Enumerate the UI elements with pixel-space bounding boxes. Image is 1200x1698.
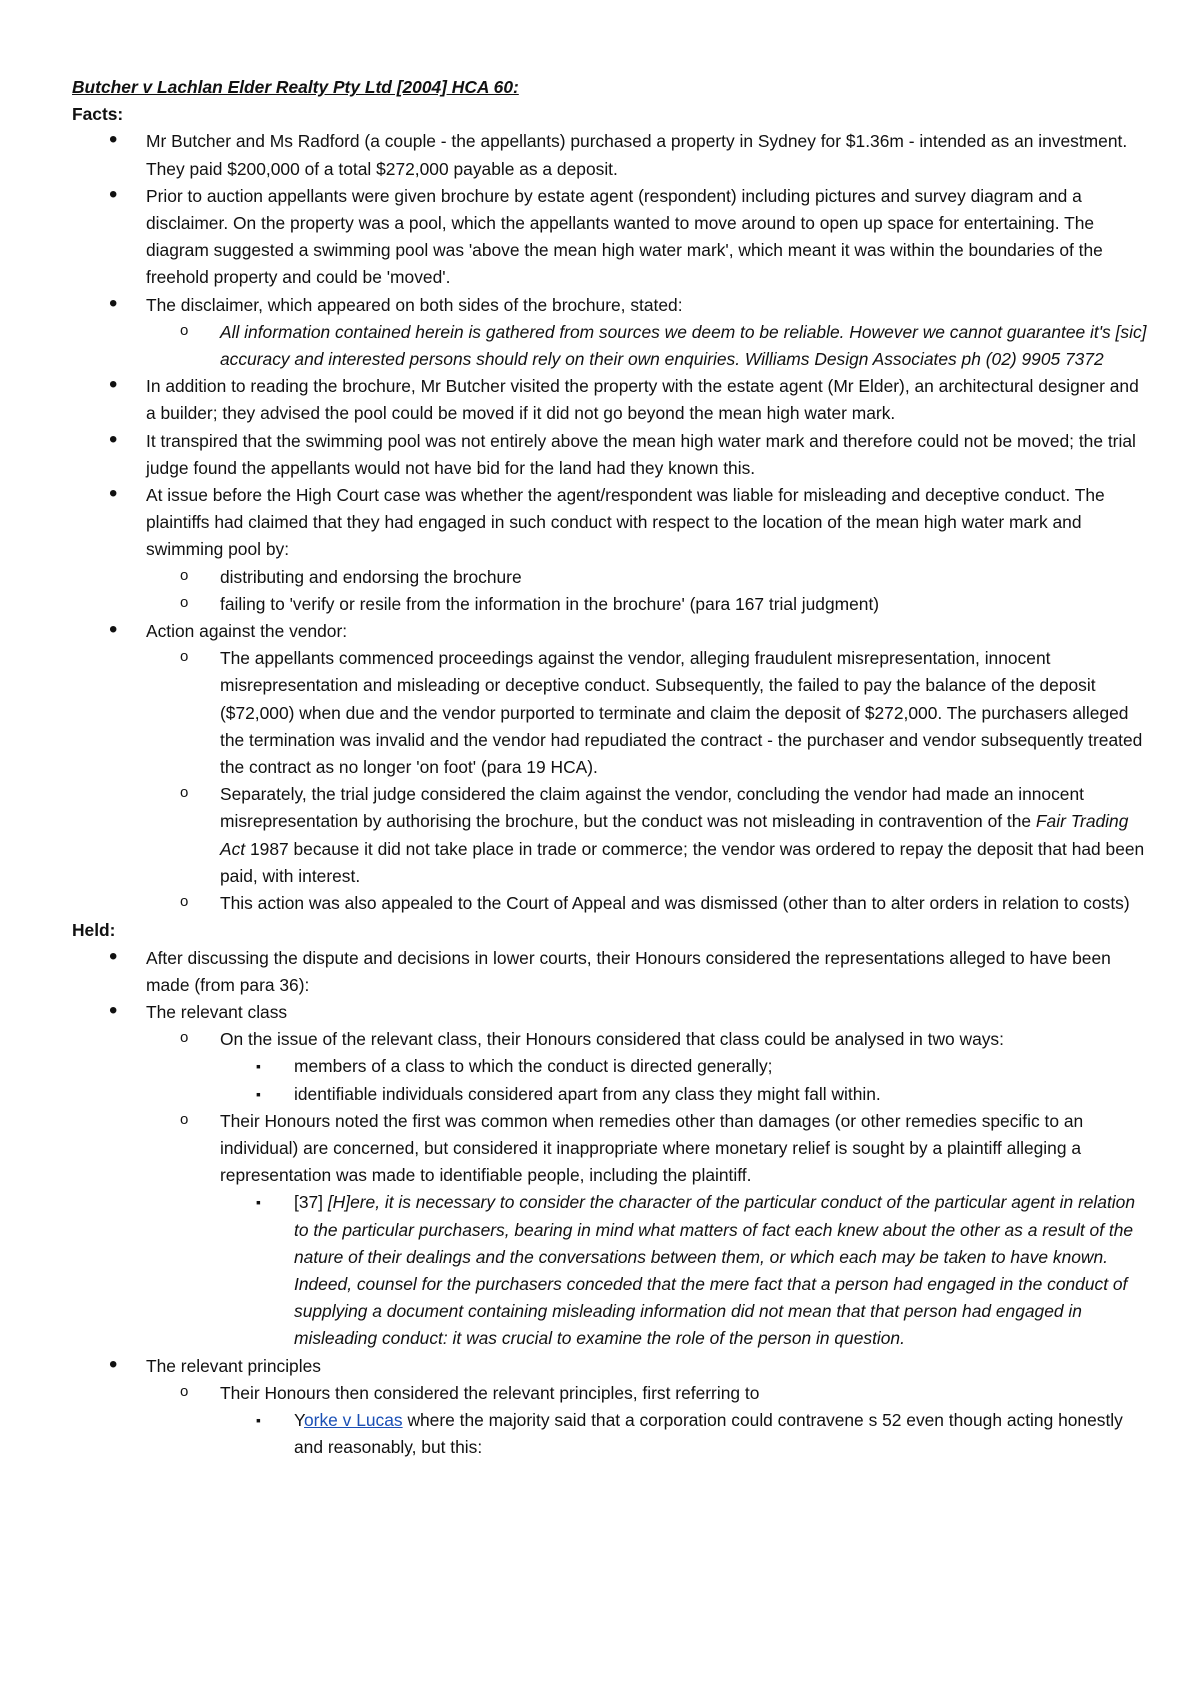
vendor-sublist: [72, 645, 1152, 917]
list-item: • In addition to reading the brochure, Mr Butcher visited the property with the estate agent (Mr Elder), an architectural designer and a builder; they advised the pool could be moved if it did not go beyond the mean high water mark.: [72, 373, 1152, 427]
list-item: ▪ Yorke v Lucas where the majority said that a corporation could contravene s 52 even though acting honestly and reasonably, but this:: [220, 1407, 1152, 1461]
case-title: Butcher v Lachlan Elder Realty Pty Ltd [2004] HCA 60:: [72, 77, 519, 97]
list-item: o Their Honours noted the first was common when remedies other than damages (or other remedies specific to an individual) are concerned, but considered it inappropriate where monetary relief is sought by a plaintiff alleging a representation was made to identifiable people, including the plaintiff. ▪ [37] [H]ere, it is necessary to consider the character of the particular conduct of the particular agent in relation to the particular purchasers, bearing in mind what matters of fact each knew about the other as a result of the nature of their dealings and the conversations between them, or which each may be taken to have known. Indeed, counsel for the purchasers conceded that the mere fact that a person had engaged in the conduct of supplying a document containing misleading information did not mean that that person had engaged in misleading conduct: it was crucial to examine the role of the person in question.: [146, 1108, 1152, 1353]
quote-para-number: [37]: [294, 1192, 328, 1213]
list-item: o Separately, the trial judge considered the claim against the vendor, concluding the vendor had made an innocent misrepresentation by authorising the brochure, but the conduct was not misleading in contravention of the Fair Trading Act 1987 because it did not take place in trade or commerce; the vendor was ordered to repay the deposit that had been paid, with interest.: [146, 781, 1152, 890]
list-item: [220, 1189, 1152, 1352]
principles-sublist: [72, 1380, 1152, 1462]
list-item: o On the issue of the relevant class, their Honours considered that class could be analysed in two ways: ▪ members of a class to which the conduct is directed generally; ▪ identifiable individuals considered apart from any class they might fall within.: [146, 1026, 1152, 1108]
list-item: o distributing and endorsing the brochure: [146, 564, 1152, 591]
disclaimer-sublist: [72, 319, 1152, 373]
list-item: • The relevant principles o Their Honours then considered the relevant principles, first referring to ▪ Yorke v Lucas where the majority said that a corporation could contravene s 52 even though acting honestly and reasonably, but this:: [72, 1353, 1152, 1462]
class-ways-list: [146, 1053, 1152, 1107]
list-item: • Prior to auction appellants were given brochure by estate agent (respondent) including pictures and survey diagram and a disclaimer. On the property was a pool, which the appellants wanted to move around to open up space for entertaining. The diagram suggested a swimming pool was 'above the mean high water mark', which meant it was within the boundaries of the freehold property and could be 'moved'.: [72, 183, 1152, 292]
quote-list: [146, 1189, 1152, 1352]
list-item: o The appellants commenced proceedings against the vendor, alleging fraudulent misrepresentation, innocent misrepresentation and misleading or deceptive conduct. Subsequently, the failed to pay the balance of the deposit ($72,000) when due and the vendor purported to terminate and claim the deposit of $272,000. The purchasers alleged the termination was invalid and the vendor had repudiated the contract - the purchaser and vendor subsequently treated the contract as no longer 'on foot' (para 19 HCA).: [146, 645, 1152, 781]
list-item: • At issue before the High Court case was whether the agent/respondent was liable for misleading and deceptive conduct. The plaintiffs had claimed that they had engaged in such conduct with respect to the location of the mean high water mark and swimming pool by: o distributing and endorsing the brochure o failing to 'verify or resile from the information in the brochure' (para 167 trial judgment): [72, 482, 1152, 618]
yorke-list: [146, 1407, 1152, 1461]
facts-list: [72, 128, 1152, 917]
yorke-v-lucas-link[interactable]: orke v Lucas: [304, 1409, 403, 1430]
para-37-quote: [H]ere, it is necessary to consider the character of the particular conduct of the particular agent in relation to the particular purchasers, bearing in mind what matters of fact each knew about the other as a result of the nature of their dealings and the conversations between them, or which each may be taken to have known. Indeed, counsel for the purchasers conceded that the mere fact that a person had engaged in the conduct of supplying a document containing misleading information did not mean that that person had engaged in misleading conduct: it was crucial to examine the role of the person in question.: [294, 1192, 1135, 1349]
list-item: • The relevant class o On the issue of the relevant class, their Honours considered that class could be analysed in two ways: ▪ members of a class to which the conduct is directed generally; ▪ identifiable individuals considered apart from any class they might fall within. o Their Honours noted the first was common when remedies other than damages (or other remedies specific to an individual) are concerned, but considered it inappropriate where monetary relief is sought by a plaintiff alleging a representation was made to identifiable people, including the plaintiff. ▪ [37] [H]ere, it is necessary to consider the character of the particular conduct of the particular agent in relation to the particular purchasers, bearing in mind what matters of fact each knew about the other as a result of the nature of their dealings and the conversations between them, or which each may be taken to have known. Indeed, counsel for the purchasers conceded that the mere fact that a person had engaged in the conduct of supplying a document containing misleading information did not mean that that person had engaged in misleading conduct: it was crucial to examine the role of the person in question.: [72, 999, 1152, 1353]
list-item: • The disclaimer, which appeared on both sides of the brochure, stated: o All information contained herein is gathered from sources we deem to be reliable. However we cannot guarantee it's [sic] accuracy and interested persons should rely on their own enquiries. Williams Design Associates ph (02) 9905 7372: [72, 292, 1152, 374]
list-item: • It transpired that the swimming pool was not entirely above the mean high water mark and therefore could not be moved; the trial judge found the appellants would not have bid for the land had they known this.: [72, 428, 1152, 482]
document-page: [72, 74, 1152, 1461]
list-item: o failing to 'verify or resile from the information in the brochure' (para 167 trial judgment): [146, 591, 1152, 618]
facts-heading: Facts:: [72, 104, 124, 125]
conduct-sublist: [72, 564, 1152, 618]
list-item: o Their Honours then considered the relevant principles, first referring to ▪ Yorke v Lucas where the majority said that a corporation could contravene s 52 even though acting honestly and reasonably, but this:: [146, 1380, 1152, 1462]
list-item: ▪ members of a class to which the conduct is directed generally;: [220, 1053, 1152, 1080]
class-sublist: [72, 1026, 1152, 1352]
held-list: [72, 945, 1152, 1462]
list-item: o This action was also appealed to the Court of Appeal and was dismissed (other than to alter orders in relation to costs): [146, 890, 1152, 917]
list-item: • Mr Butcher and Ms Radford (a couple - the appellants) purchased a property in Sydney for $1.36m - intended as an investment. They paid $200,000 of a total $272,000 payable as a deposit.: [72, 128, 1152, 182]
fair-trading-act: Fair Trading Act: [220, 811, 1129, 859]
list-item: • After discussing the dispute and decisions in lower courts, their Honours considered the representations alleged to have been made (from para 36):: [72, 945, 1152, 999]
held-heading: Held:: [72, 920, 116, 941]
list-item: [146, 319, 1152, 373]
disclaimer-quote: All information contained herein is gathered from sources we deem to be reliable. However we cannot guarantee it's [sic] accuracy and interested persons should rely on their own enquiries. Williams Design Associates ph (02) 9905 7372: [220, 321, 1147, 370]
list-item: ▪ identifiable individuals considered apart from any class they might fall within.: [220, 1081, 1152, 1108]
list-item: • Action against the vendor: o The appellants commenced proceedings against the vendor, alleging fraudulent misrepresentation, innocent misrepresentation and misleading or deceptive conduct. Subsequently, the failed to pay the balance of the deposit ($72,000) when due and the vendor purported to terminate and claim the deposit of $272,000. The purchasers alleged the termination was invalid and the vendor had repudiated the contract - the purchaser and vendor subsequently treated the contract as no longer 'on foot' (para 19 HCA). o Separately, the trial judge considered the claim against the vendor, concluding the vendor had made an innocent misrepresentation by authorising the brochure, but the conduct was not misleading in contravention of the Fair Trading Act 1987 because it did not take place in trade or commerce; the vendor was ordered to repay the deposit that had been paid, with interest. o This action was also appealed to the Court of Appeal and was dismissed (other than to alter orders in relation to costs): [72, 618, 1152, 917]
